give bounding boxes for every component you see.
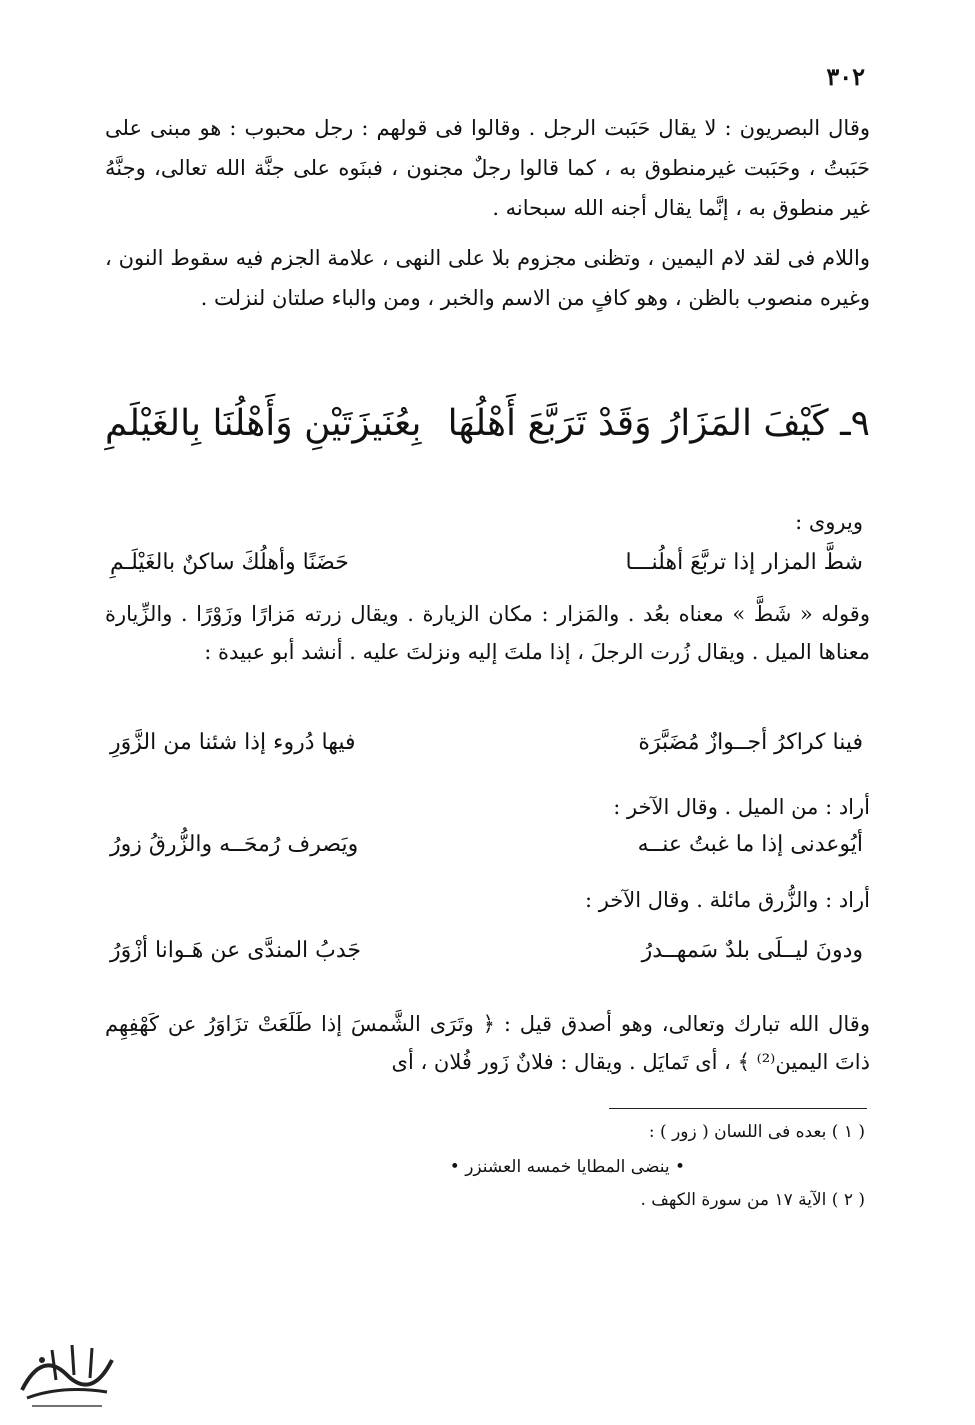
library-logo-icon [12, 1330, 122, 1412]
quote-verse-3-second: جَدبُ المندَّى عن هَـوانا أزْوَرُ [110, 938, 361, 963]
footnote-1-verse: • ينضى المطايا خمسه العشنزر • [449, 1157, 685, 1177]
quote-verse-3-first: ودونَ ليــلَى بلدٌ سَمهــدرُ [641, 938, 863, 963]
quote-verse-3 [110, 938, 863, 963]
quran-paragraph: وقال الله تبارك وتعالى، وهو أصدق قيل : ﴿ وتَرَى الشَّمسَ إذا طَلَعَتْ تزَاوَرُ عن كَهْفِهِم ذاتَ اليمين⁽²⁾ ﴾ ، أى تَمايَل . ويقال : فلانٌ زَور فُلان ، أى [105, 1012, 870, 1074]
line-meaning-2: أراد : والزُّرق مائلة . وقال الآخر : [584, 888, 870, 912]
main-verse-second-hemistich: بِعُنَيزَتَيْنِ وَأَهْلُنَا بِالغَيْلَمِ [105, 403, 422, 444]
quote-verse-1-second: فيها دُروء إذا شئنا من الزَّوَرِ [110, 730, 356, 755]
gloss-paragraph: وقوله « شَطَّ » معناه بعُد . والمَزار : مكان الزيارة . ويقال زرته مَزارًا وزَوْرًا . والزِّيارة معناها الميل . ويقال زُرت الرجلَ ، إذا ملتَ إليه ونزلتَ عليه . أنشد أبو عبيدة : [105, 602, 870, 664]
footnote-divider [609, 1108, 867, 1109]
line-meaning-1: أراد : من الميل . وقال الآخر : [613, 795, 870, 819]
footnote-1: ( ١ ) بعده فى اللسان ( زور ) : [648, 1122, 865, 1142]
paragraph-basrians: وقال البصريون : لا يقال حَبَبت الرجل . وقالوا فى قولهم : رجل محبوب : هو مبنى على حَبَبتُ ، وحَبَبت غيرمنطوق به ، كما قالوا رجلٌ مجنون ، فبنَوه على جنَّة الله تعالى، وجنَّهُ غير منطوق به ، إنَّما يقال أجنه الله سبحانه . [105, 116, 870, 220]
quote-verse-2-second: ويَصرف رُمحَــه والزُّرقُ زورُ [110, 832, 359, 857]
main-verse-first-hemistich: ٩ـ كَيْفَ المَزَارُ وَقَدْ تَرَبَّعَ أَهْلُهَا [447, 403, 870, 444]
page-number: ٣٠٢ [826, 62, 865, 91]
main-verse [105, 398, 870, 450]
quote-verse-2-first: أيُوعدنى إذا ما غبتُ عنــه [637, 832, 863, 857]
variant-verse-first: شطَّ المزار إذا تربَّعَ أهلُنـــا [625, 550, 863, 575]
footnote-2: ( ٢ ) الآية ١٧ من سورة الكهف . [640, 1190, 865, 1210]
variant-verse-second: حَضَنًا وأهلُكَ ساكنٌ بالغَيْلَـمِ [110, 550, 349, 575]
variant-verse [110, 550, 863, 575]
variant-intro: ويروى : [795, 510, 863, 534]
quote-verse-1-first: فينا كراكرُ أجــوازٌ مُضَبَّرَة [638, 730, 863, 755]
quote-verse-1 [110, 730, 863, 755]
paragraph-grammar: واللام فى لقد لام اليمين ، وتظنى مجزوم بلا على النهى ، علامة الجزم فيه سقوط النون ، وغيره منصوب بالظن ، وهو كافٍ من الاسم والخبر ، ومن والباء صلتان لنزلت . [105, 246, 870, 310]
quote-verse-2 [110, 832, 863, 857]
